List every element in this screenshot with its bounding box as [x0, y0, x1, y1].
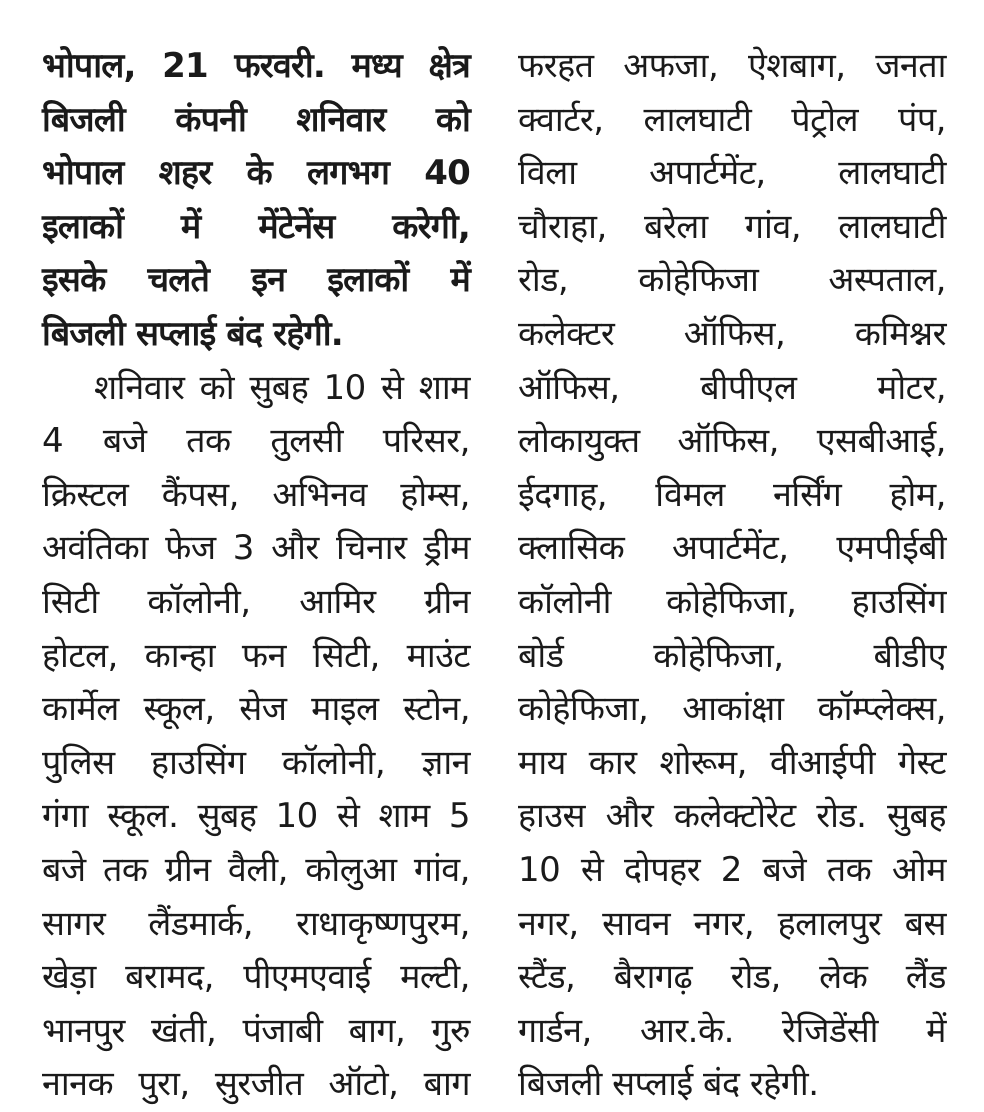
body-line: शनिवार को सुबह 10 से शाम — [94, 367, 470, 408]
body-line: स्टैंड, बैरागढ़ रोड, लेक लैंड — [518, 957, 946, 998]
body-line: कार्मेल स्कूल, सेज माइल स्टोन, — [42, 689, 470, 730]
body-line: बिजली सप्लाई बंद रहेगी. — [518, 1064, 819, 1105]
body-line: लोकायुक्त ऑफिस, एसबीआई, — [518, 421, 946, 462]
lead-line: इलाकों में मेंटेनेंस करेगी, — [42, 206, 470, 247]
body-line: सिटी कॉलोनी, आमिर ग्रीन — [42, 581, 470, 622]
right-column — [518, 40, 946, 1112]
body-line: नगर, सावन नगर, हलालपुर बस — [518, 903, 946, 944]
body-paragraph-right — [518, 40, 946, 1112]
body-line: 10 से दोपहर 2 बजे तक ओम — [518, 849, 946, 890]
body-line: क्रिस्टल कैंपस, अभिनव होम्स, — [42, 474, 470, 515]
body-line: खेड़ा बरामद, पीएमएवाई मल्टी, — [42, 957, 470, 998]
body-line: क्वार्टर, लालघाटी पेट्रोल पंप, — [518, 99, 946, 140]
body-line: नानक पुरा, सुरजीत ऑटो, बाग — [42, 1064, 470, 1105]
body-paragraph-left — [42, 362, 470, 1112]
lead-line: भोपाल, 21 फरवरी. मध्य क्षेत्र — [42, 46, 470, 86]
body-line: 4 बजे तक तुलसी परिसर, — [42, 421, 470, 462]
body-line: क्लासिक अपार्टमेंट, एमपीईबी — [518, 528, 946, 569]
body-line: कॉलोनी कोहेफिजा, हाउसिंग — [518, 581, 946, 622]
body-line: रोड, कोहेफिजा अस्पताल, — [518, 260, 946, 301]
body-line: गंगा स्कूल. सुबह 10 से शाम 5 — [42, 796, 470, 837]
lead-paragraph — [42, 40, 470, 362]
left-column — [42, 40, 470, 1112]
body-line: सागर लैंडमार्क, राधाकृष्णपुरम, — [42, 903, 470, 944]
lead-line: बिजली कंपनी शनिवार को — [42, 99, 470, 140]
body-line: ईदगाह, विमल नर्सिंग होम, — [518, 474, 946, 515]
lead-line: इसके चलते इन इलाकों में — [42, 260, 470, 301]
body-line: हाउस और कलेक्टोरेट रोड. सुबह — [518, 796, 946, 837]
body-line: अवंतिका फेज 3 और चिनार ड्रीम — [42, 528, 470, 569]
body-line: होटल, कान्हा फन सिटी, माउंट — [42, 635, 470, 676]
body-line: पुलिस हाउसिंग कॉलोनी, ज्ञान — [42, 742, 470, 783]
body-line: माय कार शोरूम, वीआईपी गेस्ट — [518, 742, 946, 783]
body-line: बजे तक ग्रीन वैली, कोलुआ गांव, — [42, 849, 470, 890]
body-line: विला अपार्टमेंट, लालघाटी — [518, 153, 946, 194]
lead-line: भोपाल शहर के लगभग 40 — [42, 153, 470, 194]
body-line: चौराहा, बरेला गांव, लालघाटी — [518, 206, 946, 247]
lead-line: बिजली सप्लाई बंद रहेगी. — [42, 313, 343, 354]
body-line: बोर्ड कोहेफिजा, बीडीए — [518, 635, 946, 676]
body-line: कलेक्टर ऑफिस, कमिश्नर — [518, 313, 946, 354]
body-line: गार्डन, आर.के. रेजिडेंसी में — [518, 1010, 946, 1051]
body-line: भानपुर खंती, पंजाबी बाग, गुरु — [42, 1010, 470, 1051]
body-line: ऑफिस, बीपीएल मोटर, — [518, 367, 946, 408]
body-line: कोहेफिजा, आकांक्षा कॉम्प्लेक्स, — [518, 689, 946, 730]
body-line: फरहत अफजा, ऐशबाग, जनता — [518, 46, 946, 86]
